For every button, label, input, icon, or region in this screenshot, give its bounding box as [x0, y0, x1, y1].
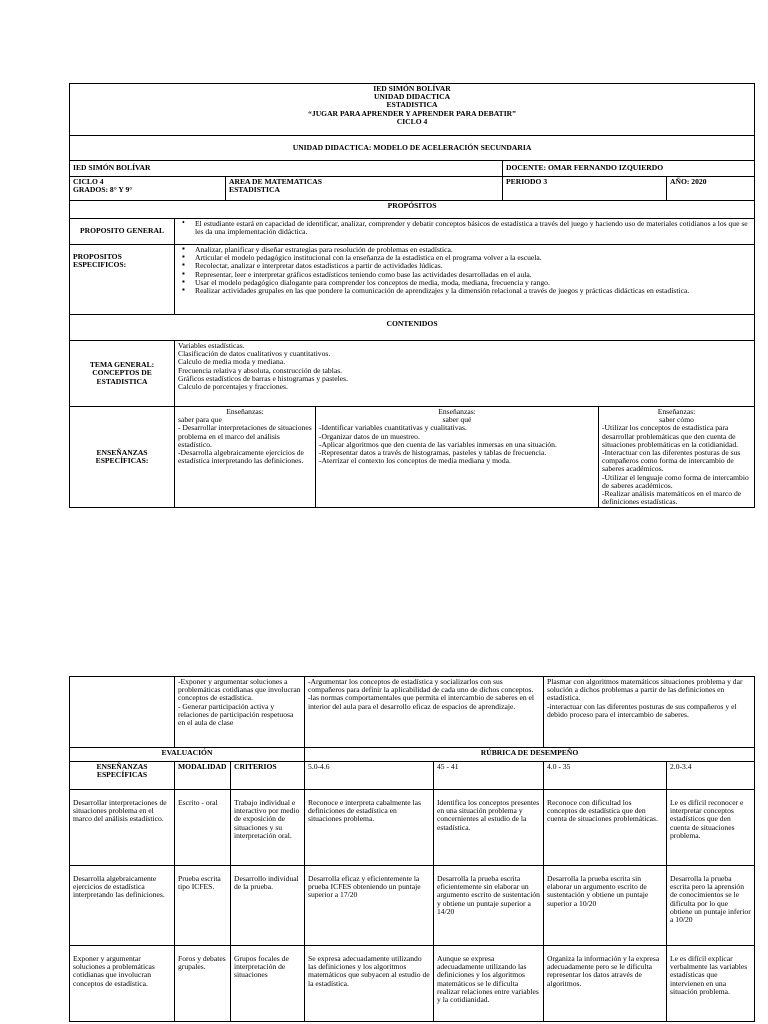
general-topic-content: [175, 341, 755, 407]
list-item: ▪ Representar, leer e interpretar gráficos estadísticos teniendo como base las actividades desarrolladas en el aula.: [178, 271, 751, 279]
rubric-header-cell: 2.0-3.4: [667, 762, 755, 790]
rubric-header-cell: 5.0-4.6: [305, 762, 434, 790]
rubric-cell: Desarrolla eficaz y eficientemente la prueba ICFES obteniendo un puntaje superior a 17/20: [305, 866, 434, 946]
teaching-line: -Aplicar algoritmos que den cuenta de las variables inmersas en una situación.: [319, 439, 557, 449]
teaching-col-what-for: [175, 407, 316, 508]
rubric-row: [70, 866, 755, 946]
teaching-line: -Utilizar los conceptos de estadística para desarrollar problemáticas que den cuenta de situaciones problemáticas en la cotidianidad.: [602, 423, 739, 449]
specific-purposes-label-text: PROPOSITOS ESPECIFICOS:: [73, 252, 127, 270]
teaching-line: -Exponer y argumentar soluciones a problemáticas cotidianas que involucran conceptos de estadística.: [178, 677, 301, 703]
teaching-line: Plasmar con algoritmos matemáticos situaciones problema y dar solución a dichos problemas a partir de las definiciones en estadística.: [547, 677, 743, 703]
topic-line: Calculo de porcentajes y fracciones.: [178, 381, 288, 391]
teaching-col-what-cont: [305, 677, 544, 748]
general-purpose-label: PROPOSITO GENERAL: [70, 219, 175, 245]
area-name: AREA DE MATEMATICAS: [229, 177, 322, 186]
general-purpose: [175, 219, 755, 245]
teaching-line: - Desarrollar interpretaciones de situaciones problema en el marco del análisis estadístico.: [178, 423, 312, 449]
teaching-line: -las normas comportamentales que permita el intercambio de saberes en el interior del aula para el desarrollo eficaz de espacios de aprendizaje.: [308, 693, 535, 711]
topic-line: Variables estadísticas.: [178, 341, 245, 350]
general-purpose-list: [178, 220, 751, 236]
rubric-row: [70, 790, 755, 866]
teaching-line: -Aterrizar el contexto los conceptos de media mediana y moda.: [319, 456, 511, 466]
teaching-col-head: saber qué: [442, 415, 472, 425]
rubric-cell: Exponer y argumentar soluciones a problemáticas cotidianas que involucran conceptos de estadística.: [70, 946, 175, 1022]
header-line: CICLO 4: [396, 116, 428, 126]
teaching-line: -Desarrolla algebraicamente ejercicios de estadística interpretando las definiciones.: [178, 447, 304, 466]
teaching-line: - Generar participación activa y relaciones de participación respetuosa en el aula de clase: [178, 701, 294, 727]
topic-line: Gráficos estadísticos de barras e histogramas y pasteles.: [178, 373, 348, 383]
unit-title: UNIDAD DIDACTICA: MODELO DE ACELERACIÓN SECUNDARIA: [70, 136, 755, 161]
teaching-col-what: [316, 407, 599, 508]
teaching-line: -Argumentar los conceptos de estadística y socializarlos con sus compañeros para definir la aplicabilidad de cada uno de dichos conceptos.: [308, 677, 534, 695]
list-item: ▪ Usar el modelo pedagógico dialogante para comprender los conceptos de media, moda, mediana, frecuencia y rango.: [178, 279, 751, 287]
rubric-cell: Trabajo individual e interactivo por medio de exposición de situaciones y su interpretación oral.: [231, 790, 305, 866]
rubric-cell: Desarrolla la prueba escrita eficientemente sin elaborar un argumento escrito de sustentación y obtiene un puntaje superior a 14/20: [434, 866, 544, 946]
rubric-header-cell: 45 - 41: [434, 762, 544, 790]
teaching-line: -Identificar variables cuantitativas y cualitativas.: [319, 423, 467, 433]
teaching-line: -Representar datos a través de histogramas, pasteles y tablas de frecuencia.: [319, 447, 547, 457]
evaluation-title: EVALUACIÓN: [70, 748, 305, 762]
header-line: “JUGAR PARA APRENDER Y APRENDER PARA DEBATIR”: [308, 108, 516, 118]
rubric-cell: Desarrollar interpretaciones de situaciones problema en el marco del análisis estadístico.: [70, 790, 175, 866]
rubric-cell: Reconoce con dificultad los conceptos de estadística que den cuenta de situaciones problemáticas.: [544, 790, 667, 866]
teacher-name: DOCENTE: OMAR FERNANDO IZQUIERDO: [503, 161, 755, 177]
teaching-line: -interactuar con las diferentes posturas de sus compañeros y el debido proceso para el intercambio de saberes.: [547, 701, 737, 719]
teaching-line: -Interactuar con las diferentes posturas de sus compañeros como forma de intercambio de saberes académicos.: [602, 447, 741, 474]
rubric-cell: Desarrolla algebraicamente ejercicios de estadística interpretando las definiciones.: [70, 866, 175, 946]
evaluation-table: [69, 676, 755, 1022]
rubric-cell: Aunque se expresa adecuadamente utilizando las definiciones y los algoritmos matemáticos se le dificulta realizar relaciones entre variables y la cotidianidad.: [434, 946, 544, 1022]
rubric-header-cell: ENSEÑANZAS ESPECÍFICAS: [70, 762, 175, 790]
rubric-cell: Desarrolla la prueba escrita pero la aprensión de conocimientos se le dificulta por lo que obtiene un puntaje inferior a 10/20: [667, 866, 755, 946]
teaching-col-head: Enseñanzas:: [226, 407, 264, 416]
teaching-col-how: [599, 407, 755, 508]
list-item: ▪ Recolectar, analizar e interpretar datos estadísticos a partir de actividades lúdicas.: [178, 262, 751, 270]
rubric-header-cell: MODALIDAD: [175, 762, 231, 790]
teaching-col-head: saber para que: [178, 415, 222, 425]
teaching-line: -Realizar análisis matemáticos en el marco de definiciones estadísticas.: [602, 488, 742, 507]
contents-title: CONTENIDOS: [70, 315, 755, 341]
rubric-cell: Le es difícil reconocer e interpretar conceptos estadísticos que den cuenta de situaciones problema.: [667, 790, 755, 866]
teaching-col-head: saber cómo: [659, 415, 694, 425]
rubric-cell: Grupos focales de interpretación de situaciones: [231, 946, 305, 1022]
rubric-cell: Se expresa adecuadamente utilizando las definiciones y los algoritmos matemáticos que subyacen al estudio de la estadística.: [305, 946, 434, 1022]
year: AÑO: 2020: [667, 177, 755, 201]
grades: GRADOS: 8° Y 9°: [73, 185, 133, 195]
teaching-line: -Utilizar el lenguaje como forma de intercambio de saberes académicos.: [602, 472, 749, 490]
unit-plan-table: [69, 83, 755, 508]
header-line: UNIDAD DIDACTICA: [373, 92, 451, 102]
specific-purposes: [175, 245, 755, 315]
rubric-cell: Identifica los conceptos presentes en una situación problema y concernientes al estudio de la estadística.: [434, 790, 544, 866]
list-item: ▪ Analizar, planificar y diseñar estrategias para resolución de problemas en estadística.: [178, 246, 751, 254]
topic-line: Clasificación de datos cualitativos y cuantitativos.: [178, 349, 331, 359]
header-line: IED SIMÓN BOLÍVAR: [373, 84, 451, 93]
empty-cell: [70, 677, 175, 748]
rubric-cell: Organiza la información y la expresa adecuadamente pero se le dificulta representar los datos através de algoritmos.: [544, 946, 667, 1022]
header-line: ESTADISTICA: [386, 100, 438, 110]
cycle: CICLO 4: [73, 177, 104, 186]
cycle-grades: [70, 177, 226, 201]
rubric-title: RÚBRICA DE DESEMPEÑO: [305, 748, 755, 762]
rubric-cell: Foros y debates grupales.: [175, 946, 231, 1022]
teaching-col-head: Enseñanzas:: [438, 407, 476, 416]
teaching-col-how-cont: [544, 677, 755, 748]
rubric-header-cell: CRITERIOS: [231, 762, 305, 790]
rubric-cell: Le es difícil explicar verbalmente las variables estadísticas que intervienen en una situación problema.: [667, 946, 755, 1022]
purposes-title: PROPÓSITOS: [70, 201, 755, 219]
document-header: [70, 84, 755, 136]
list-item: ▪ Articular el modelo pedagógico institucional con la enseñanza de la estadística en el programa volver a la escuela.: [178, 254, 751, 262]
teaching-col-what-for-cont: [175, 677, 305, 748]
specific-purposes-label: [70, 245, 175, 315]
rubric-cell: Reconoce e interpreta cabalmente las definiciones de estadística en situaciones problema.: [305, 790, 434, 866]
rubric-cell: Escrito - oral: [175, 790, 231, 866]
list-item: • El estudiante estará en capacidad de identificar, analizar, comprender y debatir conceptos básicos de estadística a través del juego y haciendo uso de materiales cotidianos a los que se les da una implementación didáctica.: [178, 220, 751, 236]
period: PERIODO 3: [503, 177, 667, 201]
teaching-col-head: Enseñanzas:: [657, 407, 696, 416]
rubric-cell: Desarrolla la prueba escrita sin elaborar un argumento escrito de sustentación y obtiene un puntaje superior a 10/20: [544, 866, 667, 946]
specific-purposes-list: [178, 246, 751, 295]
rubric-header-row: [70, 762, 755, 790]
topic-line: Frecuencia relativa y absoluta, construcción de tablas.: [178, 365, 343, 375]
rubric-row: [70, 946, 755, 1022]
rubric-header-cell: 4.0 - 35: [544, 762, 667, 790]
school-name: IED SIMÓN BOLÍVAR: [70, 161, 503, 177]
specific-teachings-label: ENSEÑANZAS ESPECÍFICAS:: [70, 407, 175, 508]
area: [226, 177, 503, 201]
teaching-line: -Organizar datos de un muestreo.: [319, 431, 420, 441]
rubric-cell: Prueba escrita tipo ICFES.: [175, 866, 231, 946]
general-topic-label: TEMA GENERAL: CONCEPTOS DE ESTADISTICA: [70, 341, 175, 407]
rubric-cell: Desarrollo individual de la prueba.: [231, 866, 305, 946]
topic-line: Calculo de media moda y mediana.: [178, 357, 286, 367]
list-item: ▪ Realizar actividades grupales en las que pondere la comunicación de aprendizajes y la dimensión relacional a través de juegos y prácticas didácticas en estadística.: [178, 287, 751, 295]
area-subject: ESTADISTICA: [229, 185, 280, 195]
